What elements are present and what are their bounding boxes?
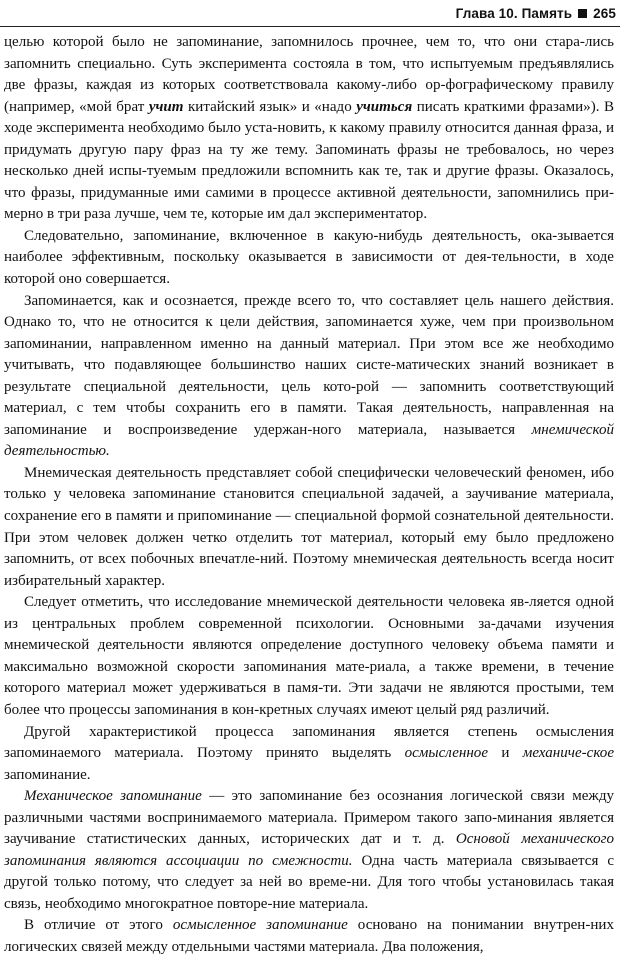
paragraph <box>4 226 614 291</box>
text-run: В отличие от этого <box>24 917 173 934</box>
emphasis-text: учит <box>148 98 184 115</box>
text-run: Следует отметить, что исследование мнемической деятельности человека яв-ляется одной из центральных проблем современной психологии. Основными за-дачами изучения мнемической деятельности являются определение доступного человеку объема памяти и максимально возможной скорости запоминания мате-риала, а также времени, в течение которого материал может удерживаться в памя-ти. Эти задачи не являются простыми, тем более что процессы запоминания в кон-кретных случаях имеют целый ряд различий. <box>4 594 614 718</box>
paragraph <box>4 291 614 463</box>
separator-square-icon <box>578 9 587 18</box>
text-run: основано на понимании внутрен-них логических связей между отдельными частями материала. Два положения, <box>4 917 614 955</box>
text-run: Другой характеристикой процесса запоминания является степень осмысления запоминаемого материала. Поэтому принято выделять <box>4 723 614 762</box>
emphasis-text: мнемической деятельностью. <box>4 421 614 460</box>
emphasis-text: учиться <box>356 98 413 115</box>
page-number: 265 <box>593 5 616 21</box>
emphasis-text: Основой механического запоминания являются ассоциации по смежности. <box>4 831 615 869</box>
text-run: Одна часть материала связывается с другой только потому, что следует за ней во време-ни. Для того чтобы установилась такая связь, необходимо многократное повторе-ние материала. <box>4 852 614 912</box>
text-run: — это запоминание без осознания логической связи между различными частями воспринимаемого материала. Примером такого запо-минания является заучивание статистических данных, исторических дат и т. д. <box>4 788 614 848</box>
paragraph <box>4 592 614 721</box>
text-run: писать краткими фразами»). В ходе эксперимента необходимо было уста-новить, к какому правилу относится данная фраза, и придумать другую пару фраз на ту же тему. Запоминать фразы не требовалось, но через несколько дней испы-туемым предложили вспомнить как те, так и другие фразы. Оказалось, что фразы, придуманные ими самими в процессе активной деятельности, запомнились при-мерно в три раза лучше, чем те, которые им дал экспериментатор. <box>4 98 615 223</box>
text-run: китайский язык» и «надо <box>183 98 357 115</box>
body-text <box>4 32 614 959</box>
text-run: Следовательно, запоминание, включенное в какую-нибудь деятельность, ока-зывается наиболее эффективным, поскольку оказывается в зависимости от дея-тельности, в ходе которой оно совершается. <box>4 227 614 288</box>
text-run: Запоминается, как и осознается, прежде всего то, что составляет цель нашего действия. Однако то, что не относится к цели действия, запоминается хуже, чем при произвольном запоминании, направленном именно на данный материал. При этом все же необходимо учитывать, что подавляющее большинство наших систе-матических знаний возникает в результате специальной деятельности, цель кото-рой — запомнить соответствующий материал, с тем чтобы сохранить его в памяти. Такая деятельность, направленная на запоминание и воспроизведение удержан-ного материала, называется <box>4 292 614 438</box>
paragraph <box>4 463 614 592</box>
paragraph <box>4 915 614 958</box>
text-run: запоминание. <box>4 766 91 783</box>
text-run: целью которой было не запоминание, запомнилось прочнее, чем то, что они стара-лись запомнить специально. Суть эксперимента состояла в том, что испытуемым предъявлялись две фразы, каждая из которых соответствовала какому-либо ор-фографическому правилу (например, «мой брат <box>4 34 614 115</box>
paragraph <box>4 786 614 915</box>
paragraph <box>4 722 614 787</box>
emphasis-text: Механическое запоминание <box>24 788 202 805</box>
paragraph <box>4 32 614 226</box>
running-head <box>0 0 620 27</box>
emphasis-text: механиче-ское <box>522 745 615 762</box>
text-run: Мнемическая деятельность представляет собой специфически человеческий феномен, ибо только у человека запоминание становится специальной задачей, а заучивание материала, сохранение его в памяти и припоминание — специальной формой сознательной деятельности. При этом человек должен четко отделить тот материал, который ему было предложено запомнить, от всех побочных впечатле-ний. Поэтому мнемическая деятельность всегда носит избирательный характер. <box>4 464 614 589</box>
text-run: и <box>488 745 523 762</box>
chapter-title: Глава 10. Память <box>455 5 573 21</box>
emphasis-text: осмысленное запоминание <box>172 917 348 934</box>
emphasis-text: осмысленное <box>404 745 489 762</box>
